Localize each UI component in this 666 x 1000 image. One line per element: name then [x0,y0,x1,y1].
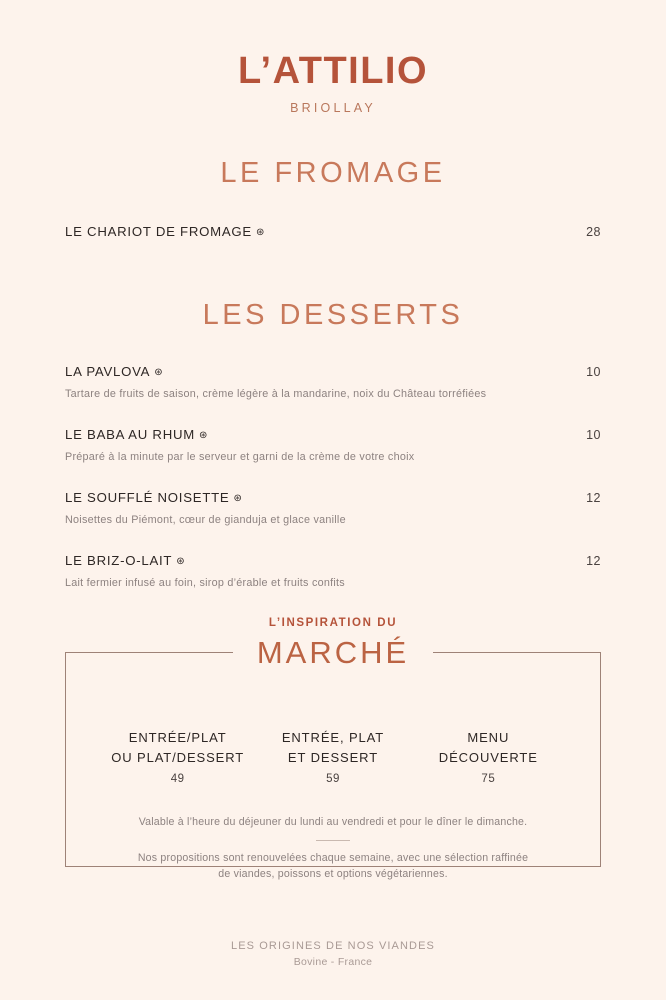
signature-dish-icon: ⊛ [233,493,243,504]
marche-content [65,668,601,883]
menu-item-name [65,364,163,379]
restaurant-location: BRIOLLAY [290,101,376,115]
formula-label [411,728,566,768]
footer [0,940,666,968]
menu-item-row [65,553,601,568]
menu-item-description: Noisettes du Piémont, cœur de gianduja et glace vanille [65,514,346,526]
menu-item [65,553,601,589]
section-title-desserts: LES DESSERTS [202,299,464,331]
menu-item-name-text: LE CHARIOT DE FROMAGE [65,224,252,239]
menu-item-price: 10 [586,365,601,379]
menu-item-price: 12 [586,554,601,568]
formula-label-line-2: OU PLAT/DESSERT [111,750,245,766]
menu-item-row [65,427,601,442]
marche-note-rotation-line-1: Nos propositions sont renouvelées chaque semaine, avec une sélection raffinée [137,852,529,865]
menu-item-name [65,427,208,442]
marche-title [65,637,601,668]
brand-header [65,0,601,115]
menu-item-name [65,553,185,568]
formula-label-line-2: ET DESSERT [287,750,379,766]
marche-note-rotation-line-2: de viandes, poissons et options végétariennes. [218,868,448,881]
marche-note-availability: Valable à l’heure du déjeuner du lundi au vendredi et pour le dîner le dimanche. [138,816,528,829]
item-list-fromage [65,224,601,239]
formula-label [255,728,410,768]
formula-price: 75 [481,773,496,786]
signature-dish-icon: ⊛ [154,367,164,378]
footer-subtitle: Bovine - France [293,956,373,968]
menu-item-row [65,364,601,379]
menu-item-price: 12 [586,491,601,505]
menu-item [65,490,601,526]
formula-label-line-1: ENTRÉE/PLAT [128,730,227,745]
section-title-fromage: LE FROMAGE [220,157,446,189]
formula-option [411,728,566,785]
marche-notes [65,815,601,883]
menu-item-price: 10 [586,428,601,442]
item-list-desserts [65,364,601,589]
signature-dish-icon: ⊛ [255,227,266,238]
marche-eyebrow: L’INSPIRATION DU [268,617,398,629]
menu-item-price: 28 [586,225,601,239]
menu-item-name-text: LE BRIZ-O-LAIT [65,553,173,568]
menu-item [65,427,601,463]
marche-title-text: MARCHÉ [233,637,433,668]
menu-item-description: Préparé à la minute par le serveur et garni de la crème de votre choix [65,451,415,463]
menu-item-description: Lait fermier infusé au foin, sirop d’érable et fruits confits [65,577,345,589]
signature-dish-icon: ⊛ [198,430,209,441]
note-divider [316,840,350,841]
menu-item-name-text: LA PAVLOVA [65,364,151,379]
menu-item-row [65,490,601,505]
marche-note-rotation [65,851,601,883]
formula-label-line-1: MENU [467,730,510,745]
formula-label [100,728,255,768]
formula-option [255,728,410,785]
formula-option [100,728,255,785]
formula-list [65,728,601,785]
formula-price: 59 [326,773,340,786]
menu-item-description: Tartare de fruits de saison, crème légère à la mandarine, noix du Château torréfiées [65,388,487,400]
formula-price: 49 [170,773,185,786]
menu-item [65,364,601,400]
menu-item [65,224,601,239]
footer-title: LES ORIGINES DE NOS VIANDES [231,940,435,952]
menu-item-name [65,224,265,239]
menu-item-name-text: LE BABA AU RHUM [65,427,195,442]
menu-item-name [65,490,243,505]
menu-item-row [65,224,601,239]
marche-section [65,617,601,883]
formula-label-line-1: ENTRÉE, PLAT [281,730,385,745]
formula-label-line-2: DÉCOUVERTE [438,750,538,766]
menu-item-name-text: LE SOUFFLÉ NOISETTE [65,490,230,505]
restaurant-name: L’ATTILIO [237,50,429,92]
signature-dish-icon: ⊛ [176,556,186,567]
